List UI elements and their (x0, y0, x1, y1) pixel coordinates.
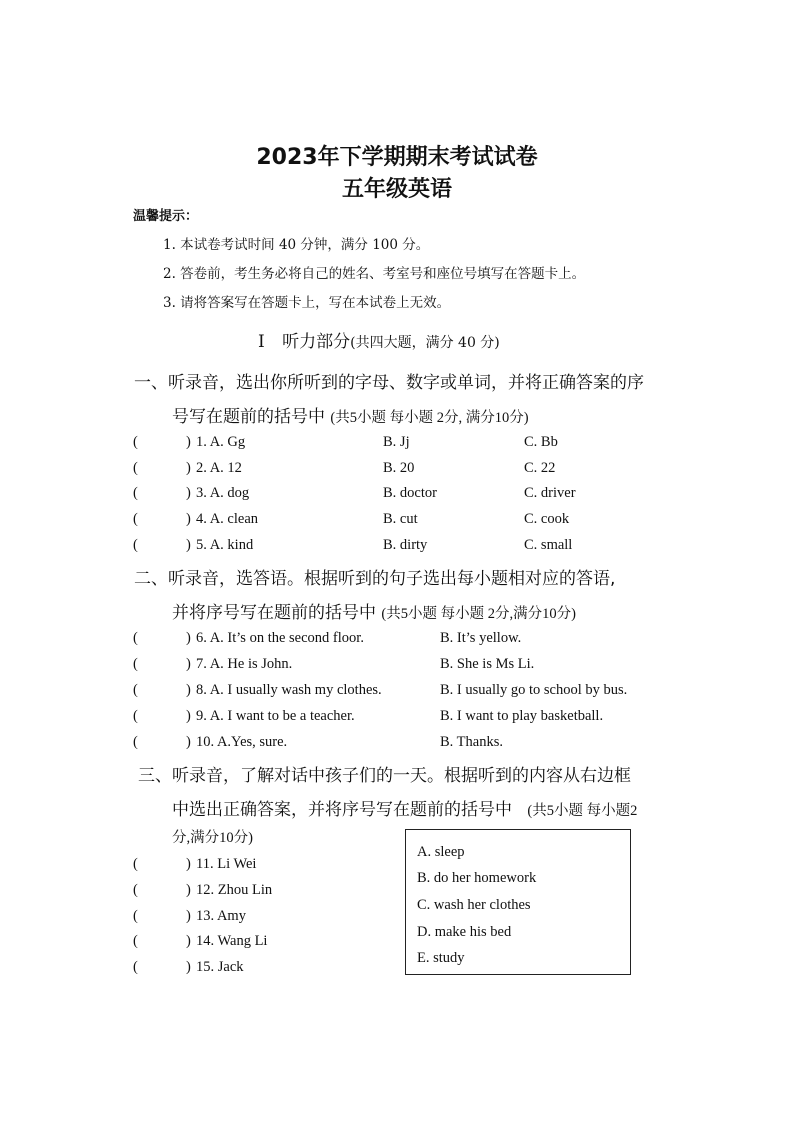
answer-paren-open[interactable]: ( (133, 537, 138, 553)
box-option: C. wash her clothes (417, 897, 531, 913)
section3-score-note-cont (172, 826, 253, 847)
option-c: C. driver (524, 485, 576, 501)
answer-paren-open[interactable]: ( (133, 856, 138, 872)
answer-paren-close: ) (186, 511, 191, 527)
box-option: D. make his bed (417, 924, 512, 940)
answer-paren-open[interactable]: ( (133, 682, 138, 698)
answer-paren-close: ) (186, 537, 191, 553)
box-option: A. sleep (417, 844, 465, 860)
option-a: 3. A. dog (196, 485, 250, 501)
tip-item: 2. 答卷前，考生务必将自己的姓名、考室号和座位号填写在答题卡上。 (163, 266, 586, 282)
part-note: (共四大题，满分 40 分) (350, 335, 500, 351)
answer-paren-open[interactable]: ( (133, 434, 138, 450)
option-c: C. small (524, 537, 573, 553)
tip-item: 1. 本试卷考试时间 40 分钟，满分 100 分。 (163, 237, 430, 253)
option-a: 9. A. I want to be a teacher. (196, 708, 355, 724)
option-b: B. Jj (383, 434, 410, 450)
question-row (0, 933, 400, 953)
answer-paren-open[interactable]: ( (133, 882, 138, 898)
answer-paren-close: ) (186, 460, 191, 476)
answer-paren-close: ) (186, 485, 191, 501)
question-name: 14. Wang Li (196, 933, 268, 949)
section2-instruction-line1: 二、听录音，选答语。根据听到的句子选出每小题相对应的答语, (134, 569, 616, 589)
answer-paren-open[interactable]: ( (133, 734, 138, 750)
option-a: 6. A. It’s on the second floor. (196, 630, 364, 646)
options-box (405, 829, 631, 975)
section1-instruction-text: 号写在题前的括号中 (172, 407, 325, 427)
option-b: B. She is Ms Li. (440, 656, 535, 672)
answer-paren-close: ) (186, 933, 191, 949)
option-b: B. doctor (383, 485, 437, 501)
option-b: B. Thanks. (440, 734, 503, 750)
answer-paren-open[interactable]: ( (133, 460, 138, 476)
answer-paren-open[interactable]: ( (133, 908, 138, 924)
answer-paren-close: ) (186, 656, 191, 672)
question-row (0, 656, 794, 676)
box-option: B. do her homework (417, 870, 537, 886)
question-row (0, 460, 794, 480)
question-row (0, 434, 794, 454)
section2-instruction-line2 (172, 598, 576, 623)
answer-paren-open[interactable]: ( (133, 708, 138, 724)
option-a: 2. A. 12 (196, 460, 242, 476)
question-row (0, 908, 400, 928)
section1-instruction-line2 (172, 402, 529, 427)
section2-score-note: (共5小题 每小题 2分,满分10分) (381, 606, 576, 622)
question-row (0, 882, 400, 902)
box-option: E. study (417, 950, 465, 966)
answer-paren-open[interactable]: ( (133, 485, 138, 501)
tip-item: 3. 请将答案写在答题卡上，写在本试卷上无效。 (163, 295, 451, 311)
question-name: 13. Amy (196, 908, 246, 924)
answer-paren-open[interactable]: ( (133, 630, 138, 646)
answer-paren-open[interactable]: ( (133, 656, 138, 672)
question-name: 15. Jack (196, 959, 244, 975)
option-b: B. dirty (383, 537, 428, 553)
question-row (0, 630, 794, 650)
option-c: C. cook (524, 511, 570, 527)
answer-paren-close: ) (186, 708, 191, 724)
option-b: B. It’s yellow. (440, 630, 522, 646)
question-row (0, 511, 794, 531)
section1-score-note: (共5小题 每小题 2分, 满分10分) (330, 410, 529, 426)
question-row (0, 708, 794, 728)
section3-score-note: (共5小题 每小题2 (527, 803, 638, 819)
section2-instruction-text: 并将序号写在题前的括号中 (172, 603, 376, 623)
answer-paren-close: ) (186, 856, 191, 872)
option-b: B. I usually go to school by bus. (440, 682, 628, 698)
option-a: 5. A. kind (196, 537, 254, 553)
question-row (0, 856, 400, 876)
answer-paren-close: ) (186, 959, 191, 975)
answer-paren-open[interactable]: ( (133, 959, 138, 975)
exam-subtitle: 五年级英语 (341, 177, 452, 202)
option-a: 10. A.Yes, sure. (196, 734, 288, 750)
option-a: 7. A. He is John. (196, 656, 293, 672)
answer-paren-close: ) (186, 434, 191, 450)
answer-paren-open[interactable]: ( (133, 933, 138, 949)
option-a: 4. A. clean (196, 511, 259, 527)
answer-paren-close: ) (186, 882, 191, 898)
option-b: B. 20 (383, 460, 415, 476)
question-row (0, 485, 794, 505)
option-b: B. I want to play basketball. (440, 708, 604, 724)
question-row (0, 537, 794, 557)
section1-instruction-line1: 一、听录音，选出你所听到的字母、数字或单词，并将正确答案的序 (134, 373, 644, 393)
exam-title: 2023年下学期期末考试试卷 (256, 145, 538, 170)
section3-score-note-tail: 分,满分10分) (172, 830, 253, 846)
option-c: C. Bb (524, 434, 558, 450)
part-heading (258, 327, 500, 352)
answer-paren-close: ) (186, 630, 191, 646)
answer-paren-close: ) (186, 682, 191, 698)
option-b: B. cut (383, 511, 418, 527)
answer-paren-open[interactable]: ( (133, 511, 138, 527)
question-name: 12. Zhou Lin (196, 882, 273, 898)
question-row (0, 682, 794, 702)
option-c: C. 22 (524, 460, 556, 476)
part-numeral: Ⅰ (258, 332, 265, 352)
question-name: 11. Li Wei (196, 856, 257, 872)
answer-paren-close: ) (186, 908, 191, 924)
question-row (0, 959, 400, 979)
tips-heading: 温馨提示： (133, 209, 199, 224)
option-a: 1. A. Gg (196, 434, 246, 450)
section3-instruction-text: 中选出正确答案，并将序号写在题前的括号中 (172, 800, 512, 820)
option-a: 8. A. I usually wash my clothes. (196, 682, 382, 698)
section3-instruction-line1: 三、听录音，了解对话中孩子们的一天。根据听到的内容从右边框 (138, 766, 631, 786)
section3-instruction-line2 (172, 795, 637, 820)
answer-paren-close: ) (186, 734, 191, 750)
question-row (0, 734, 794, 754)
part-title: 听力部分 (282, 332, 351, 352)
